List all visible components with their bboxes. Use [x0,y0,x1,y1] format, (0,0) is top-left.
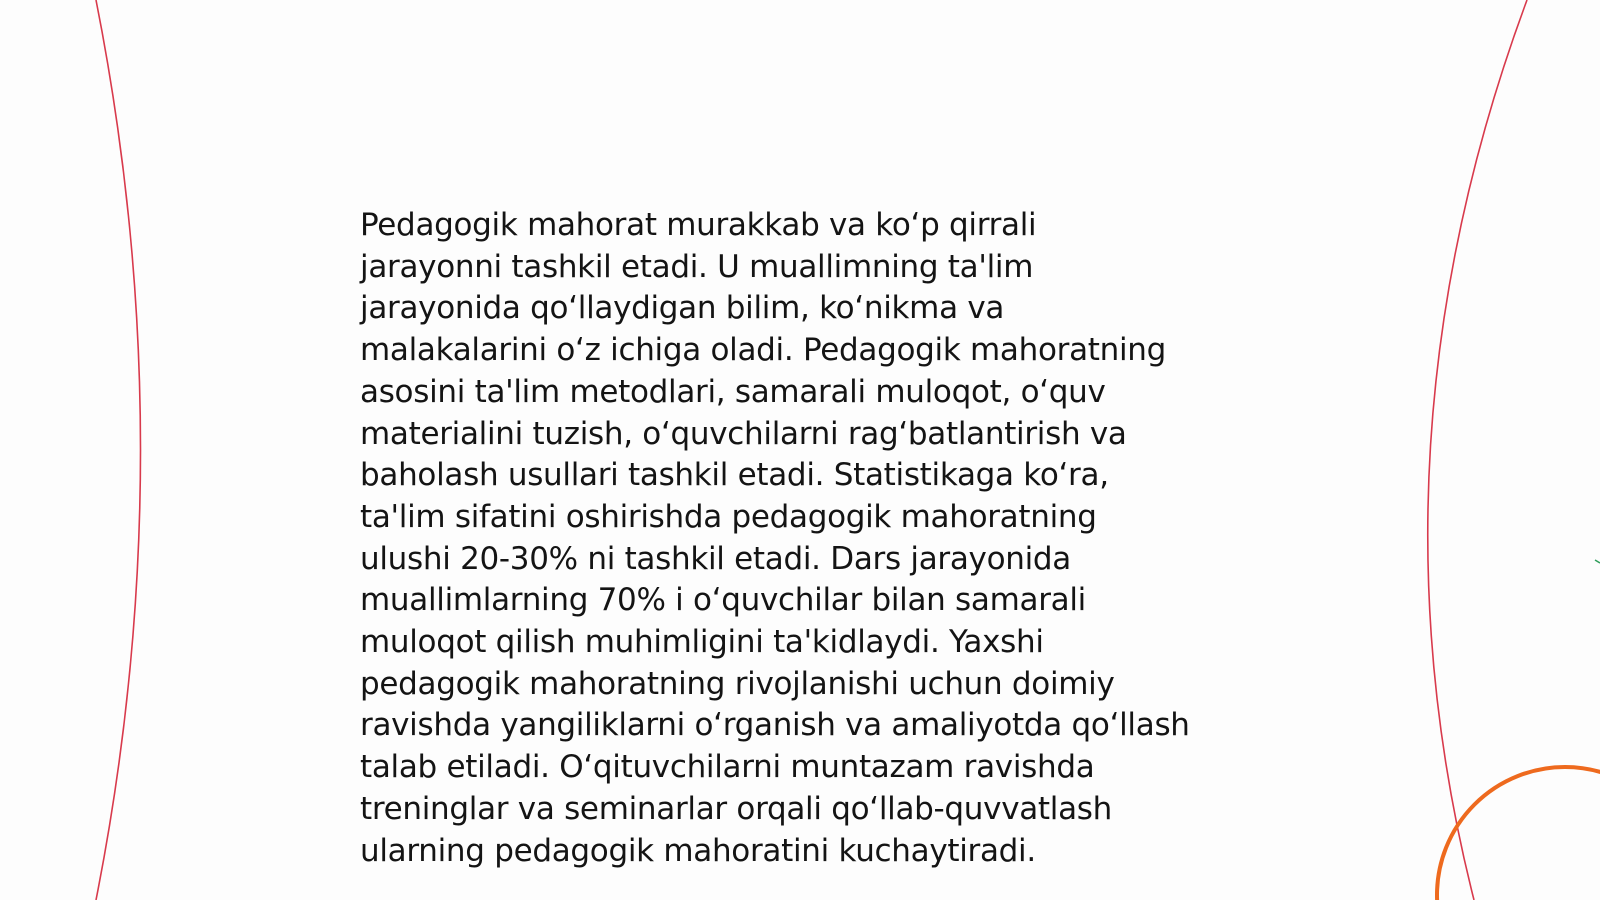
orange-arc [1437,767,1600,900]
left-curve [96,0,141,900]
right-curve [1428,0,1527,900]
slide-body-text: Pedagogik mahorat murakkab va ko‘p qirrali jarayonni tashkil etadi. U muallimning ta'lim jarayonida qo‘llaydigan bilim, ko‘nikma va malakalarini o‘z ichiga oladi. Pedagogik mahoratning asosini ta'lim metodlari, samarali muloqot, o‘quv materialini tuzish, o‘quvchilarni rag‘batlantirish va baholash usullari tashkil etadi. Statistikaga ko‘ra, ta'lim sifatini oshirishda pedagogik mahoratning ulushi 20-30% ni tashkil etadi. Dars jarayonida muallimlarning 70% i o‘quvchilar bilan samarali muloqot qilish muhimligini ta'kidlaydi. Yaxshi pedagogik mahoratning rivojlanishi uchun doimiy ravishda yangiliklarni o‘rganish va amaliyotda qo‘llash talab etiladi. O‘qituvchilarni muntazam ravishda treninglar va seminarlar orqali qo‘llab-quvvatlash ularning pedagogik mahoratini kuchaytiradi. [360,207,1190,869]
green-accent [1595,560,1600,563]
